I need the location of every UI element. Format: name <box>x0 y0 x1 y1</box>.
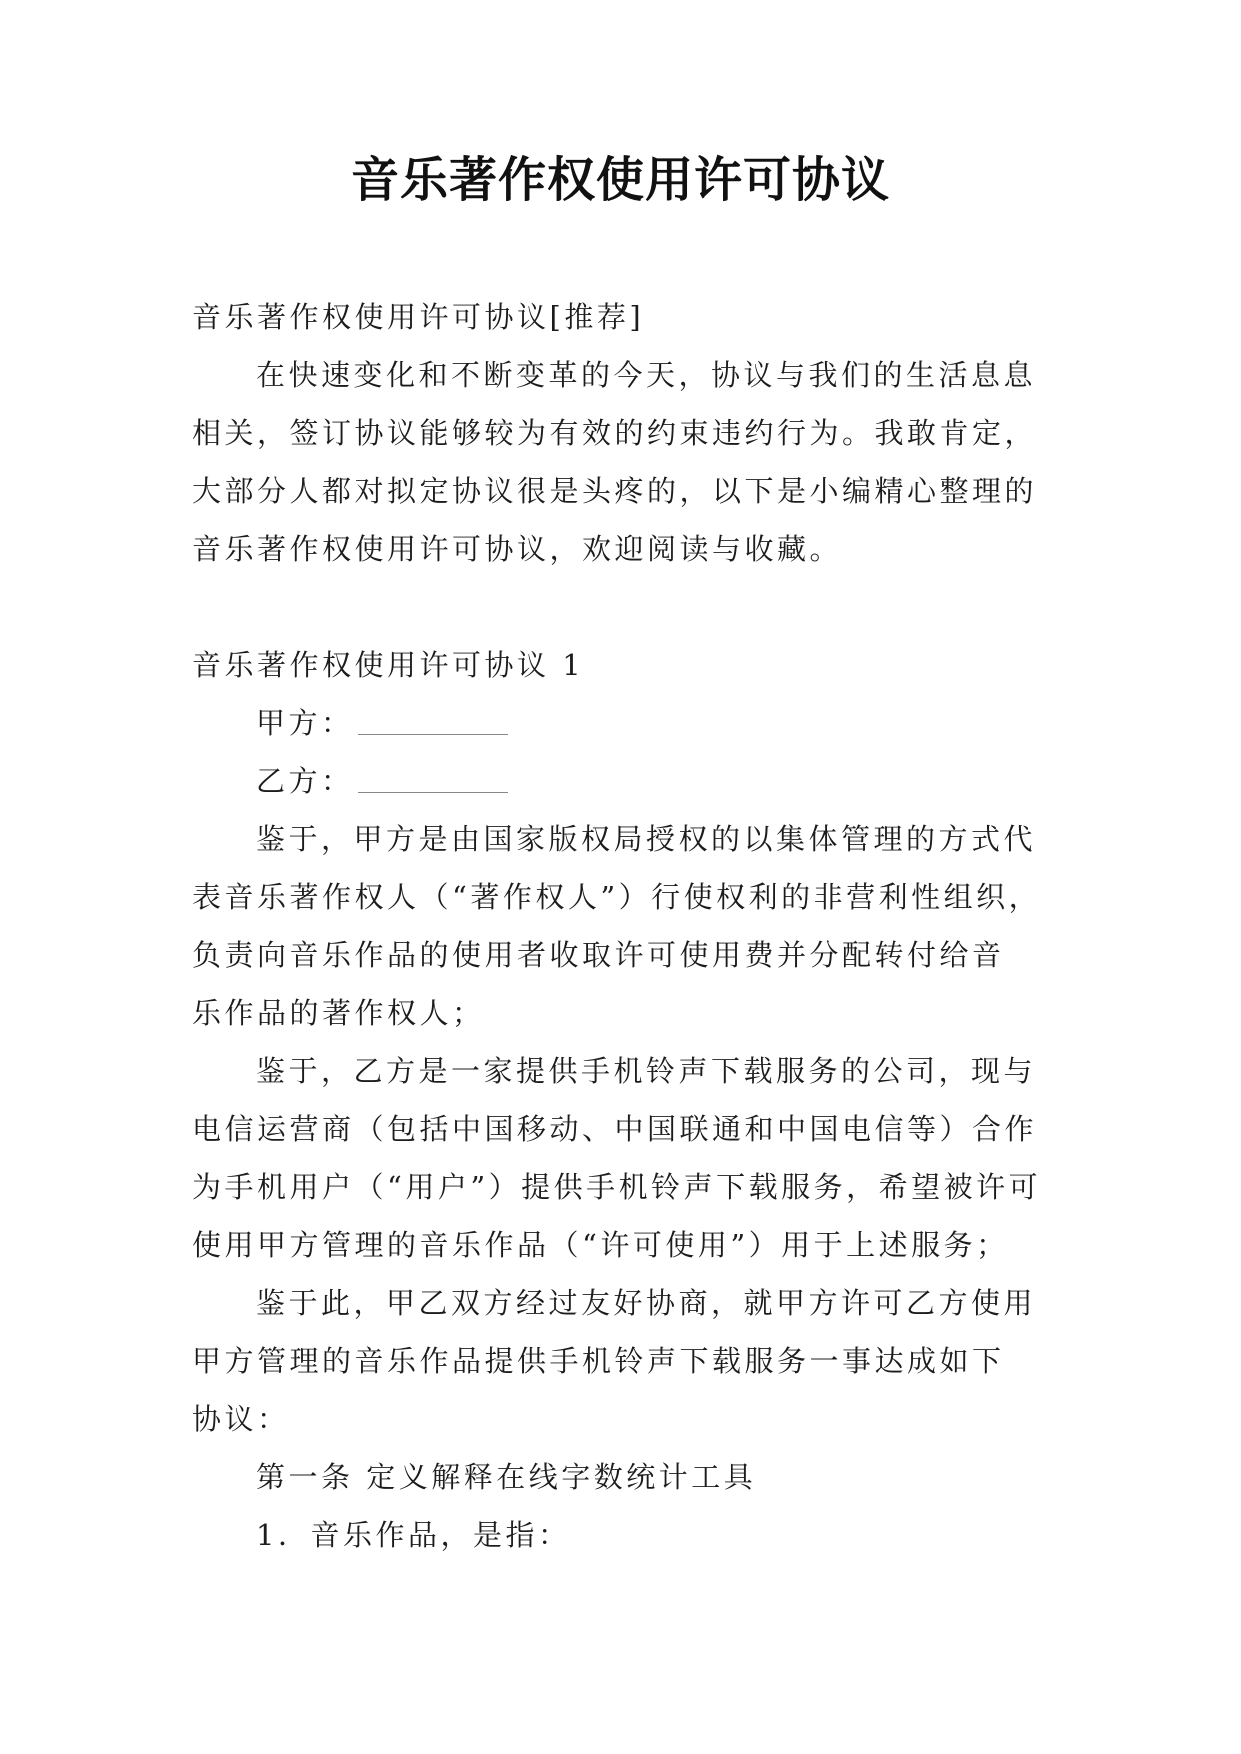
whereas-line: 使用甲方管理的音乐作品（“许可使用”）用于上述服务； <box>192 1228 1009 1262</box>
party-a-line <box>192 694 1082 752</box>
whereas-line: 负责向音乐作品的使用者收取许可使用费并分配转付给音 <box>192 938 1005 972</box>
whereas-line: 乐作品的著作权人； <box>192 996 485 1030</box>
whereas-paragraph-1 <box>192 810 1082 1042</box>
whereas-line: 为手机用户（“用户”）提供手机铃声下载服务，希望被许可 <box>192 1170 1042 1204</box>
whereas-line: 鉴于，乙方是一家提供手机铃声下载服务的公司，现与 <box>256 1054 1037 1088</box>
whereas-line: 鉴于此，甲乙双方经过友好协商，就甲方许可乙方使用 <box>256 1286 1037 1320</box>
whereas-line: 表音乐著作权人（“著作权人”）行使权利的非营利性组织， <box>192 880 1042 914</box>
intro-line: 音乐著作权使用许可协议，欢迎阅读与收藏。 <box>192 532 843 566</box>
whereas-line: 电信运营商（包括中国移动、中国联通和中国电信等）合作 <box>192 1112 1038 1146</box>
whereas-line: 协议： <box>192 1402 290 1436</box>
intro-line: 相关，签订协议能够较为有效的约束违约行为。我敢肯定， <box>192 416 1038 450</box>
document-body <box>192 288 1082 1564</box>
article-item: 1．音乐作品，是指： <box>256 1518 571 1552</box>
intro-line: 大部分人都对拟定协议很是头疼的，以下是小编精心整理的 <box>192 474 1038 508</box>
whereas-paragraph-2 <box>192 1042 1082 1274</box>
party-a-label: 甲方： <box>256 706 354 740</box>
intro-line: 在快速变化和不断变革的今天，协议与我们的生活息息 <box>256 358 1037 392</box>
article-heading: 第一条 定义解释在线字数统计工具 <box>256 1460 757 1494</box>
whereas-paragraph-3 <box>192 1274 1082 1448</box>
whereas-line: 鉴于，甲方是由国家版权局授权的以集体管理的方式代 <box>256 822 1037 856</box>
party-b-label: 乙方： <box>256 764 354 798</box>
intro-paragraph <box>192 346 1082 578</box>
whereas-line: 甲方管理的音乐作品提供手机铃声下载服务一事达成如下 <box>192 1344 1005 1378</box>
party-a-blank <box>358 704 508 735</box>
document-title: 音乐著作权使用许可协议 <box>350 152 890 208</box>
document-subtitle: 音乐著作权使用许可协议[推荐] <box>192 300 645 334</box>
section-title: 音乐著作权使用许可协议 1 <box>192 648 585 682</box>
party-b-line <box>192 752 1082 810</box>
party-b-blank <box>358 762 508 793</box>
paragraph-gap <box>192 578 1082 636</box>
